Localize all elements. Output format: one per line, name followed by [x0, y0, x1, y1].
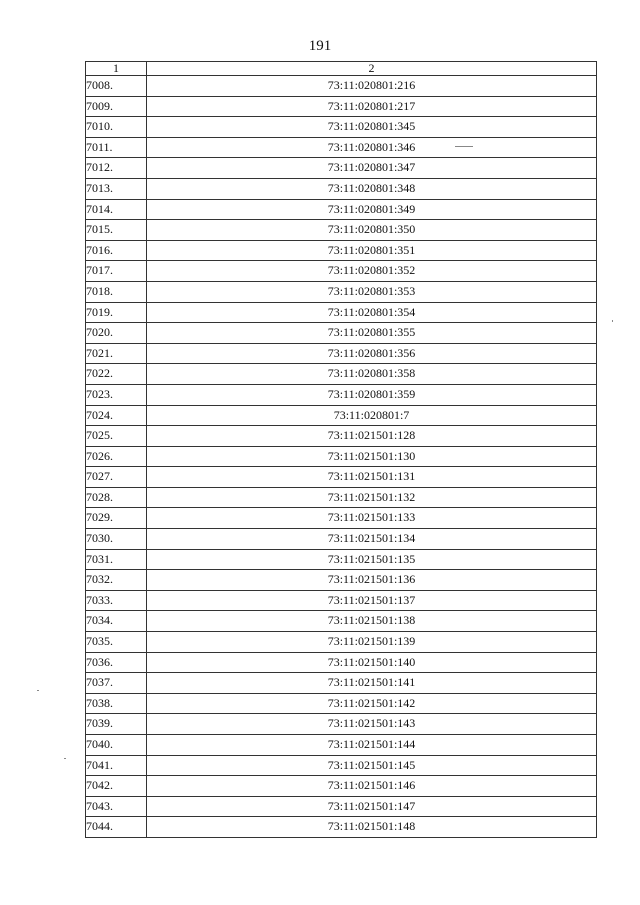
cadastral-number: 73:11:021501:147 [147, 796, 597, 817]
table-row [86, 570, 597, 591]
row-number: 7030. [86, 529, 147, 550]
row-number: 7035. [86, 632, 147, 653]
table-row [86, 467, 597, 488]
table-row [86, 405, 597, 426]
scan-mark [455, 146, 473, 147]
table-row [86, 76, 597, 97]
table-body [86, 76, 597, 838]
row-number: 7038. [86, 693, 147, 714]
cadastral-number: 73:11:021501:132 [147, 487, 597, 508]
table-row [86, 611, 597, 632]
table-row [86, 426, 597, 447]
row-number: 7041. [86, 755, 147, 776]
cadastral-number: 73:11:021501:130 [147, 446, 597, 467]
cadastral-number: 73:11:020801:353 [147, 281, 597, 302]
cadastral-number: 73:11:021501:137 [147, 590, 597, 611]
column-header-number: 1 [86, 62, 147, 76]
row-number: 7008. [86, 76, 147, 97]
row-number: 7025. [86, 426, 147, 447]
cadastral-number: 73:11:021501:146 [147, 776, 597, 797]
row-number: 7024. [86, 405, 147, 426]
cadastral-number: 73:11:020801:216 [147, 76, 597, 97]
cadastral-number: 73:11:021501:135 [147, 549, 597, 570]
scan-mark [37, 690, 39, 691]
cadastral-number: 73:11:021501:144 [147, 735, 597, 756]
cadastral-number: 73:11:020801:352 [147, 261, 597, 282]
cadastral-number: 73:11:020801:358 [147, 364, 597, 385]
table-row [86, 323, 597, 344]
row-number: 7033. [86, 590, 147, 611]
cadastral-number: 73:11:021501:128 [147, 426, 597, 447]
cadastral-number: 73:11:021501:143 [147, 714, 597, 735]
row-number: 7039. [86, 714, 147, 735]
cadastral-number: 73:11:021501:131 [147, 467, 597, 488]
scan-mark [612, 320, 613, 322]
cadastral-number: 73:11:020801:356 [147, 343, 597, 364]
cadastral-number: 73:11:020801:354 [147, 302, 597, 323]
row-number: 7037. [86, 673, 147, 694]
table-row [86, 240, 597, 261]
table-row [86, 384, 597, 405]
table-header [86, 62, 597, 76]
row-number: 7028. [86, 487, 147, 508]
cadastral-number: 73:11:021501:139 [147, 632, 597, 653]
row-number: 7044. [86, 817, 147, 838]
cadastral-number: 73:11:020801:7 [147, 405, 597, 426]
cadastral-number: 73:11:021501:145 [147, 755, 597, 776]
table-row [86, 220, 597, 241]
row-number: 7016. [86, 240, 147, 261]
cadastral-number: 73:11:021501:142 [147, 693, 597, 714]
row-number: 7029. [86, 508, 147, 529]
column-header-cadastral: 2 [147, 62, 597, 76]
row-number: 7036. [86, 652, 147, 673]
row-number: 7042. [86, 776, 147, 797]
table-row [86, 178, 597, 199]
table-row [86, 590, 597, 611]
table-row [86, 364, 597, 385]
row-number: 7009. [86, 96, 147, 117]
cadastral-number: 73:11:021501:141 [147, 673, 597, 694]
table-row [86, 281, 597, 302]
table-row [86, 446, 597, 467]
table-row [86, 735, 597, 756]
table-row [86, 508, 597, 529]
cadastral-number: 73:11:020801:348 [147, 178, 597, 199]
row-number: 7014. [86, 199, 147, 220]
cadastral-number: 73:11:020801:350 [147, 220, 597, 241]
table-row [86, 755, 597, 776]
table-row [86, 96, 597, 117]
table-row [86, 776, 597, 797]
row-number: 7031. [86, 549, 147, 570]
cadastral-number: 73:11:020801:346 [147, 137, 597, 158]
row-number: 7020. [86, 323, 147, 344]
cadastral-number: 73:11:020801:217 [147, 96, 597, 117]
table-row [86, 343, 597, 364]
row-number: 7010. [86, 117, 147, 138]
cadastral-number: 73:11:021501:148 [147, 817, 597, 838]
cadastral-number: 73:11:020801:359 [147, 384, 597, 405]
table-row [86, 158, 597, 179]
table-row [86, 529, 597, 550]
row-number: 7013. [86, 178, 147, 199]
row-number: 7015. [86, 220, 147, 241]
row-number: 7018. [86, 281, 147, 302]
table-row [86, 652, 597, 673]
cadastral-number: 73:11:020801:351 [147, 240, 597, 261]
table-row [86, 549, 597, 570]
table-row [86, 137, 597, 158]
cadastral-number: 73:11:021501:140 [147, 652, 597, 673]
table-row [86, 487, 597, 508]
row-number: 7032. [86, 570, 147, 591]
table-row [86, 714, 597, 735]
row-number: 7034. [86, 611, 147, 632]
row-number: 7022. [86, 364, 147, 385]
table-row [86, 817, 597, 838]
row-number: 7043. [86, 796, 147, 817]
page-number: 191 [308, 38, 332, 54]
cadastral-table [85, 61, 597, 838]
table-row [86, 693, 597, 714]
header-row [86, 62, 597, 76]
row-number: 7040. [86, 735, 147, 756]
row-number: 7017. [86, 261, 147, 282]
table-row [86, 117, 597, 138]
cadastral-number: 73:11:021501:133 [147, 508, 597, 529]
table-row [86, 673, 597, 694]
row-number: 7027. [86, 467, 147, 488]
cadastral-number: 73:11:021501:138 [147, 611, 597, 632]
table-row [86, 199, 597, 220]
table-row [86, 261, 597, 282]
cadastral-number: 73:11:020801:355 [147, 323, 597, 344]
cadastral-number: 73:11:020801:347 [147, 158, 597, 179]
row-number: 7023. [86, 384, 147, 405]
row-number: 7011. [86, 137, 147, 158]
row-number: 7021. [86, 343, 147, 364]
row-number: 7019. [86, 302, 147, 323]
cadastral-number: 73:11:020801:349 [147, 199, 597, 220]
row-number: 7012. [86, 158, 147, 179]
table-row [86, 796, 597, 817]
table-row [86, 302, 597, 323]
table-row [86, 632, 597, 653]
cadastral-number: 73:11:021501:136 [147, 570, 597, 591]
scan-mark [64, 758, 66, 759]
cadastral-number: 73:11:020801:345 [147, 117, 597, 138]
cadastral-number: 73:11:021501:134 [147, 529, 597, 550]
row-number: 7026. [86, 446, 147, 467]
